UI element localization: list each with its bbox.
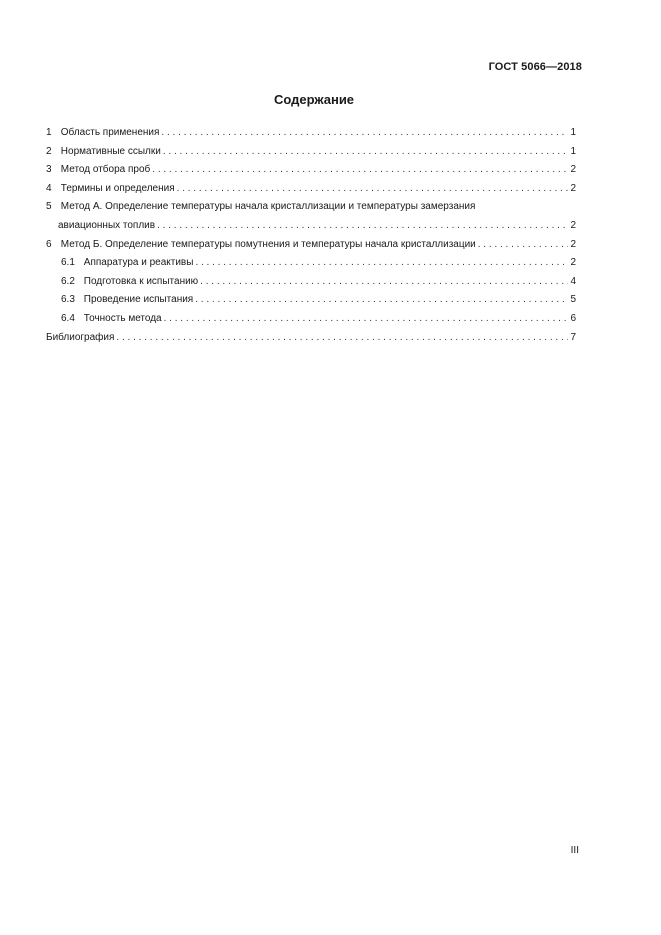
toc-entry-5[interactable] xyxy=(46,198,576,217)
toc-entry-title: Метод отбора проб xyxy=(60,164,151,176)
dot-leader xyxy=(200,273,568,292)
toc-entry-number: 2 xyxy=(46,145,52,157)
toc-entry-6-2[interactable] xyxy=(46,273,576,292)
toc-entry-page: 6 xyxy=(570,312,576,324)
toc-entry-title-continued: авиационных топлив xyxy=(58,219,156,231)
toc-entry-page: 1 xyxy=(570,145,576,157)
toc-entry-title: Область применения xyxy=(60,127,160,138)
dot-leader xyxy=(116,329,568,348)
toc-entry-page: 2 xyxy=(570,238,576,250)
dot-leader xyxy=(195,291,568,310)
toc-entry-page: 2 xyxy=(570,182,576,194)
toc-entry-number: 6 xyxy=(46,238,52,250)
document-code: ГОСТ 5066—2018 xyxy=(488,61,582,73)
toc-entry-title: Точность метода xyxy=(83,312,162,324)
toc-entry-title: Метод А. Определение температуры начала кристаллизации и температуры замерзания xyxy=(60,201,476,213)
toc-entry-page: 1 xyxy=(570,127,576,138)
dot-leader xyxy=(163,143,569,162)
toc-entry-title: Термины и определения xyxy=(60,182,175,194)
toc-entry-number: 6.4 xyxy=(61,312,75,324)
toc-entry-bibliography[interactable] xyxy=(46,329,576,348)
toc-entry-6-1[interactable] xyxy=(46,254,576,273)
toc-entry-6[interactable] xyxy=(46,236,576,255)
toc-entry-4[interactable] xyxy=(46,180,576,199)
dot-leader xyxy=(152,161,568,180)
toc-entry-page: 2 xyxy=(570,257,576,269)
toc-entry-title: Аппаратура и реактивы xyxy=(83,257,194,269)
toc-entry-3[interactable] xyxy=(46,161,576,180)
toc-entry-title: Метод Б. Определение температуры помутнения и температуры начала кристаллизации xyxy=(60,238,476,250)
toc-entry-6-4[interactable] xyxy=(46,310,576,329)
toc-entry-title: Подготовка к испытанию xyxy=(83,275,199,287)
toc-entry-page: 4 xyxy=(570,275,576,287)
toc-entry-number: 6.3 xyxy=(61,294,75,306)
dot-leader xyxy=(157,217,568,236)
toc-entry-page: 2 xyxy=(570,219,576,231)
toc-entry-number: 4 xyxy=(46,182,52,194)
table-of-contents xyxy=(46,124,576,347)
toc-entry-page: 5 xyxy=(570,294,576,306)
toc-entry-number: 3 xyxy=(46,164,52,176)
page-number: III xyxy=(570,845,579,856)
toc-entry-title: Нормативные ссылки xyxy=(60,145,161,157)
toc-entry-1[interactable] xyxy=(46,124,576,143)
dot-leader xyxy=(478,236,569,255)
toc-entry-title: Проведение испытания xyxy=(83,294,194,306)
toc-entry-6-3[interactable] xyxy=(46,291,576,310)
toc-entry-number: 6.1 xyxy=(61,257,75,269)
dot-leader xyxy=(161,124,568,143)
toc-entry-2[interactable] xyxy=(46,143,576,162)
toc-title: Содержание xyxy=(273,92,355,107)
dot-leader xyxy=(195,254,568,273)
toc-entry-page: 2 xyxy=(570,164,576,176)
toc-entry-5-continued[interactable] xyxy=(46,217,576,236)
dot-leader xyxy=(177,180,569,199)
toc-entry-number: 5 xyxy=(46,201,52,213)
toc-entry-title: Библиография xyxy=(46,331,115,343)
toc-entry-number: 6.2 xyxy=(61,275,75,287)
toc-entry-number: 1 xyxy=(46,127,52,138)
toc-entry-page: 7 xyxy=(570,331,576,343)
dot-leader xyxy=(164,310,569,329)
